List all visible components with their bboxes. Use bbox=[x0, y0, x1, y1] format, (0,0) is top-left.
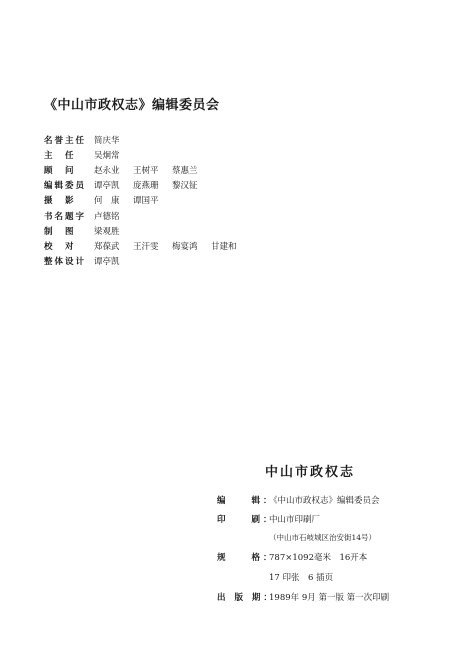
credit-row bbox=[44, 238, 250, 253]
credit-name: 蔡惠兰 bbox=[172, 165, 198, 176]
imprint-spec-label: 规 格： bbox=[217, 553, 275, 563]
credit-role: 整体设计 bbox=[44, 257, 87, 268]
credits-list bbox=[44, 132, 250, 269]
credit-name: 简庆华 bbox=[94, 135, 120, 146]
credit-row bbox=[44, 162, 250, 177]
imprint-printer-row bbox=[217, 510, 389, 528]
credit-name: 谭国平 bbox=[133, 196, 159, 207]
credit-name: 王汗雯 bbox=[133, 241, 159, 252]
imprint-spec-row bbox=[217, 547, 389, 567]
credit-role: 校 对 bbox=[44, 241, 76, 252]
imprint-editor-value: 《中山市政权志》编辑委员会 bbox=[269, 495, 380, 506]
credit-name: 梁观胜 bbox=[94, 226, 120, 237]
book-title: 中山市政权志 bbox=[265, 465, 356, 480]
credit-role: 主 任 bbox=[44, 150, 76, 161]
credit-row bbox=[44, 254, 250, 269]
imprint-address: （中山市石岐城区治安街14号） bbox=[269, 533, 377, 542]
imprint-printer-label: 印 刷： bbox=[217, 515, 275, 525]
imprint-block bbox=[217, 489, 389, 607]
credit-name: 卢德铭 bbox=[94, 211, 120, 222]
imprint-sheets-value: 17 印张 6 插页 bbox=[269, 572, 334, 583]
credit-name: 吴炯常 bbox=[94, 150, 120, 161]
credit-name: 梅宴鸿 bbox=[172, 241, 198, 252]
credit-row bbox=[44, 193, 250, 208]
credit-name: 甘建和 bbox=[211, 241, 237, 252]
credit-row bbox=[44, 147, 250, 162]
credit-role: 制 图 bbox=[44, 226, 76, 237]
imprint-address-row bbox=[217, 528, 389, 547]
committee-title: 《中山市政权志》编辑委员会 bbox=[44, 98, 220, 113]
imprint-spec-value: 787×1092毫米 16开本 bbox=[269, 553, 368, 563]
imprint-date-value: 1989年 9月 第一版 第一次印刷 bbox=[269, 592, 390, 603]
imprint-sheets-row bbox=[217, 567, 389, 586]
imprint-date-row bbox=[217, 586, 389, 607]
credit-name: 王树平 bbox=[133, 165, 159, 176]
credit-name: 庞燕珊 bbox=[133, 181, 159, 192]
credit-row bbox=[44, 208, 250, 223]
credit-name: 黎汉钲 bbox=[172, 181, 198, 192]
credit-role: 顾 问 bbox=[44, 165, 76, 176]
credit-row bbox=[44, 178, 250, 193]
credit-name: 何 康 bbox=[94, 196, 120, 207]
credit-row bbox=[44, 223, 250, 238]
imprint-date-label: 出 版 期： bbox=[217, 592, 275, 603]
credit-name: 谭亭凯 bbox=[94, 257, 120, 268]
credit-name: 谭亭凯 bbox=[94, 181, 120, 192]
imprint-editor-label: 编 辑： bbox=[217, 495, 275, 506]
credit-name: 赵永业 bbox=[94, 165, 120, 176]
credit-name: 郑葆武 bbox=[94, 241, 120, 252]
credit-role: 书名题字 bbox=[44, 211, 87, 222]
credit-row bbox=[44, 132, 250, 147]
imprint-editor-row bbox=[217, 489, 389, 510]
credit-role: 编辑委员 bbox=[44, 181, 87, 192]
credit-role: 名誉主任 bbox=[44, 135, 87, 146]
imprint-printer-value: 中山市印刷厂 bbox=[269, 515, 321, 525]
credit-role: 摄 影 bbox=[44, 196, 76, 207]
